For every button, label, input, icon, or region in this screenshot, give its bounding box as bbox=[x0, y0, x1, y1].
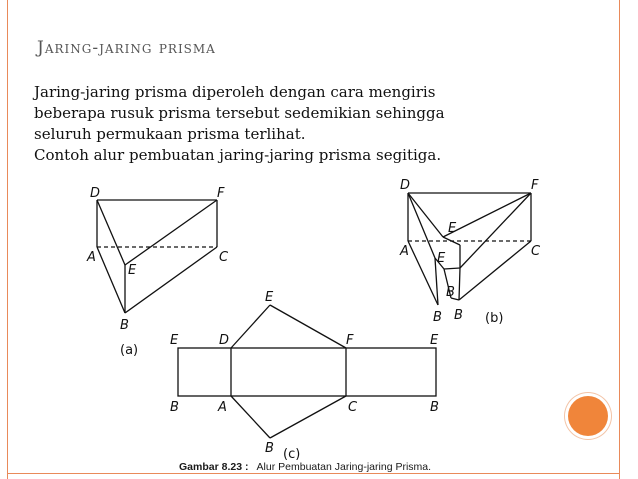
vertex-label-a-f: F bbox=[217, 186, 225, 201]
diagram-a-label: (a) bbox=[120, 343, 139, 358]
vertex-label-a-d: D bbox=[90, 186, 101, 201]
paragraph-line: beberapa rusuk prisma tersebut sedemikian sehingga bbox=[34, 104, 445, 122]
vertex-label-c-a: A bbox=[218, 400, 227, 415]
slide-title: Jaring-jaring prisma bbox=[37, 38, 216, 58]
vertex-label-c-b-bottom: B bbox=[265, 441, 274, 456]
figure-caption bbox=[179, 455, 431, 474]
diagram-c-net bbox=[178, 305, 436, 438]
vertex-label-c-b-right: B bbox=[430, 400, 439, 415]
vertex-label-c-b-left: B bbox=[170, 400, 179, 415]
figure-caption-number: Gambar 8.23 : bbox=[179, 461, 249, 473]
vertex-label-b-b1: B bbox=[446, 285, 455, 300]
vertex-label-b-d: D bbox=[400, 178, 411, 193]
figure-caption-text: Alur Pembuatan Jaring-jaring Prisma. bbox=[256, 461, 432, 473]
diagram-c-label: (c) bbox=[283, 447, 301, 462]
vertex-label-c-e-left: E bbox=[170, 333, 179, 348]
vertex-label-c-d: D bbox=[219, 333, 230, 348]
diagram-b-label: (b) bbox=[485, 311, 504, 326]
vertex-label-c-f: F bbox=[346, 333, 354, 348]
vertex-label-b-a: A bbox=[400, 244, 409, 259]
paragraph-line: Contoh alur pembuatan jaring-jaring prisma segitiga. bbox=[34, 146, 442, 164]
vertex-label-a-b: B bbox=[120, 318, 129, 333]
vertex-label-a-a: A bbox=[87, 250, 96, 265]
vertex-label-b-b3: B bbox=[454, 308, 463, 323]
diagram-a-prism bbox=[97, 200, 217, 313]
vertex-label-b-f: F bbox=[531, 178, 539, 193]
vertex-label-b-c: C bbox=[531, 244, 541, 259]
vertex-label-a-c: C bbox=[219, 250, 229, 265]
vertex-label-a-e: E bbox=[128, 263, 137, 278]
vertex-label-b-e1: E bbox=[448, 221, 457, 236]
vertex-label-c-e-top: E bbox=[265, 290, 274, 305]
vertex-label-b-b2: B bbox=[433, 310, 442, 325]
paragraph-line: Jaring-jaring prisma diperoleh dengan cara mengiris bbox=[34, 83, 436, 101]
vertex-label-b-e2: E bbox=[437, 251, 446, 266]
diagram-b-prism bbox=[408, 193, 531, 305]
vertex-label-c-e-right: E bbox=[430, 333, 439, 348]
paragraph-line: seluruh permukaan prisma terlihat. bbox=[34, 125, 306, 143]
vertex-label-c-c: C bbox=[348, 400, 358, 415]
